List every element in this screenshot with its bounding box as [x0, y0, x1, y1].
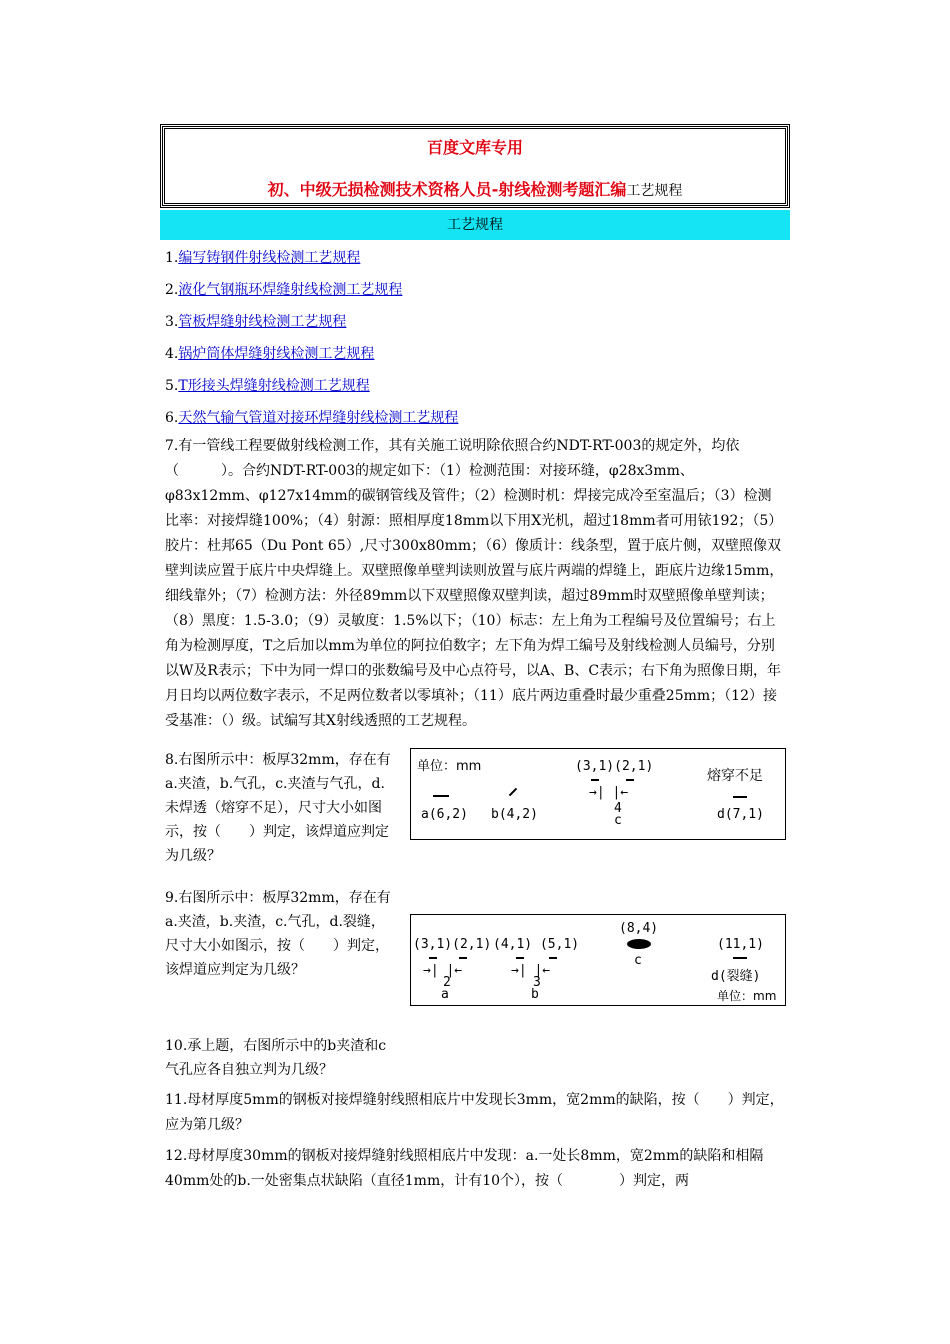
fig9-b-label: b [531, 987, 539, 1002]
fig8-b-label: b(4,2) [491, 807, 538, 822]
doc-title: 百度文库专用 [426, 138, 523, 157]
fig8-c-label: c [614, 813, 622, 828]
figure-q8 [410, 748, 786, 840]
fig8-b-mark [509, 788, 517, 796]
link-gas-pipeline[interactable]: 天然气输气管道对接环焊缝射线检测工艺规程 [178, 410, 459, 426]
doc-subtitle-main: 初、中级无损检测技术资格人员-射线检测考题汇编 [267, 180, 627, 199]
link-list [160, 246, 790, 438]
list-item: 2.液化气钢瓶环焊缝射线检测工艺规程 [165, 282, 403, 298]
question-9-row [160, 886, 790, 1026]
fig9-a-mark1 [429, 957, 437, 959]
fig9-b-mark2 [549, 957, 557, 959]
fig9-a-arrows: →| |← [423, 963, 463, 978]
list-item: 4.锅炉筒体焊缝射线检测工艺规程 [165, 346, 375, 362]
fig9-b-top: (4,1) (5,1) [493, 937, 580, 952]
fig8-d-mark [733, 796, 747, 798]
fig9-d-top: (11,1) [717, 937, 764, 952]
header-box [160, 124, 790, 208]
fig9-a-label: a [441, 987, 449, 1002]
fig9-a-top: (3,1)(2,1) [413, 937, 492, 952]
list-item: 1.编写铸钢件射线检测工艺规程 [165, 250, 361, 266]
fig9-c-label: c [634, 953, 642, 968]
question-9: 9.右图所示中：板厚32mm，存在有a.夹渣，b.夹渣，c.气孔，d.裂缝，尺寸大小如图示，按（ ）判定，该焊道应判定为几级？ [165, 890, 391, 978]
doc-subtitle [163, 177, 787, 204]
link-lpg-cylinder[interactable]: 液化气钢瓶环焊缝射线检测工艺规程 [178, 282, 403, 298]
fig8-c-mark2 [626, 779, 634, 781]
question-8-row [160, 748, 790, 884]
fig8-c-arrows: →| |← [589, 785, 629, 800]
question-7: 7.有一管线工程要做射线检测工作，其有关施工说明除依照合约NDT-RT-003的规定外，均依（ ）。合约NDT-RT-003的规定如下：（1）检测范围：对接环缝，φ28x3mm、φ83x12mm、φ127x14mm的碳钢管线及管件；（2）检测时机：焊接完成冷至室温后；（3）检测比率：对接焊缝100%；（4）射源：照相厚度18mm以下用X光机，超过18mm者可用铱192；（5）胶片：杜邦65（Du Pont 65）,尺寸300x80mm；（6）像质计：线条型，置于底片侧，双壁照像双壁判读应置于底片中央焊缝上。双壁照像单壁判读则放置与底片两端的焊缝上，距底片边缘15mm，细线靠外；（7）检测方法：外径89mm以下双壁照像双壁判读，超过89mm时双壁照像单壁判读；（8）黑度：1.5-3.0；（9）灵敏度：1.5%以下；（10）标志：左上角为工程编号及位置编号；右上角为检测厚度，T之后加以mm为单位的阿拉伯数字；左下角为焊工编号及射线检测人员编号，分别以W及R表示；下中为同一焊口的张数编号及中心点符号，以A、B、C表示；右下角为照像日期，年月日均以两位数字表示，不足两位数者以零填补；（11）底片两边重叠时最少重叠25mm；（12）接受基准：（）级。试编写其X射线透照的工艺规程。 [165, 438, 784, 729]
fig9-a-mark2 [459, 957, 467, 959]
fig8-unit: 单位：mm [417, 759, 482, 774]
fig8-a-label: a(6,2) [421, 807, 468, 822]
fig8-d-top: 熔穿不足 [707, 768, 763, 784]
fig9-b-arrows: →| |← [511, 963, 551, 978]
fig8-a-mark [433, 795, 449, 797]
link-boiler-shell[interactable]: 锅炉筒体焊缝射线检测工艺规程 [178, 346, 375, 362]
fig9-a-num: 2 [443, 975, 451, 990]
fig9-d-mark [733, 957, 747, 959]
section-band: 工艺规程 [160, 210, 790, 240]
fig8-d-label: d(7,1) [717, 807, 764, 822]
fig8-c-num: 4 [614, 801, 622, 816]
question-11: 11.母材厚度5mm的钢板对接焊缝射线照相底片中发现长3mm，宽2mm的缺陷，按（ ）判定，应为第几级？ [165, 1092, 784, 1133]
list-item: 6.天然气输气管道对接环焊缝射线检测工艺规程 [165, 410, 459, 426]
question-8: 8.右图所示中：板厚32mm，存在有a.夹渣，b.气孔，c.夹渣与气孔，d.未焊透（熔穿不足），尺寸大小如图示，按（ ）判定，该焊道应判定为几级？ [165, 752, 391, 864]
fig9-d-label: d(裂缝) [711, 969, 761, 984]
doc-subtitle-tag: 工艺规程 [626, 183, 683, 199]
list-item: 3.管板焊缝射线检测工艺规程 [165, 314, 347, 330]
fig9-b-mark1 [516, 957, 524, 959]
document-page [160, 124, 790, 1194]
link-cast-steel[interactable]: 编写铸钢件射线检测工艺规程 [178, 250, 361, 266]
fig9-unit: 单位：mm [717, 989, 777, 1003]
fig9-b-num: 3 [533, 975, 541, 990]
fig9-c-top: (8,4) [619, 921, 659, 936]
list-item: 5.T形接头焊缝射线检测工艺规程 [165, 378, 370, 394]
figure-q9 [410, 914, 786, 1006]
link-t-joint[interactable]: T形接头焊缝射线检测工艺规程 [178, 378, 370, 394]
fig8-c-mark1 [591, 779, 599, 781]
question-10: 10.承上题，右图所示中的b夹渣和c气孔应各自独立判为几级？ [165, 1038, 387, 1078]
fig9-c-mark [627, 939, 651, 949]
link-tube-sheet[interactable]: 管板焊缝射线检测工艺规程 [178, 314, 347, 330]
fig8-c-top: (3,1)(2,1) [575, 759, 654, 774]
question-12: 12.母材厚度30mm的钢板对接焊缝射线照相底片中发现：a.一处长8mm，宽2mm的缺陷和相隔40mm处的b.一处密集点状缺陷（直径1mm，计有10个），按（ ）判定，两 [165, 1148, 764, 1189]
